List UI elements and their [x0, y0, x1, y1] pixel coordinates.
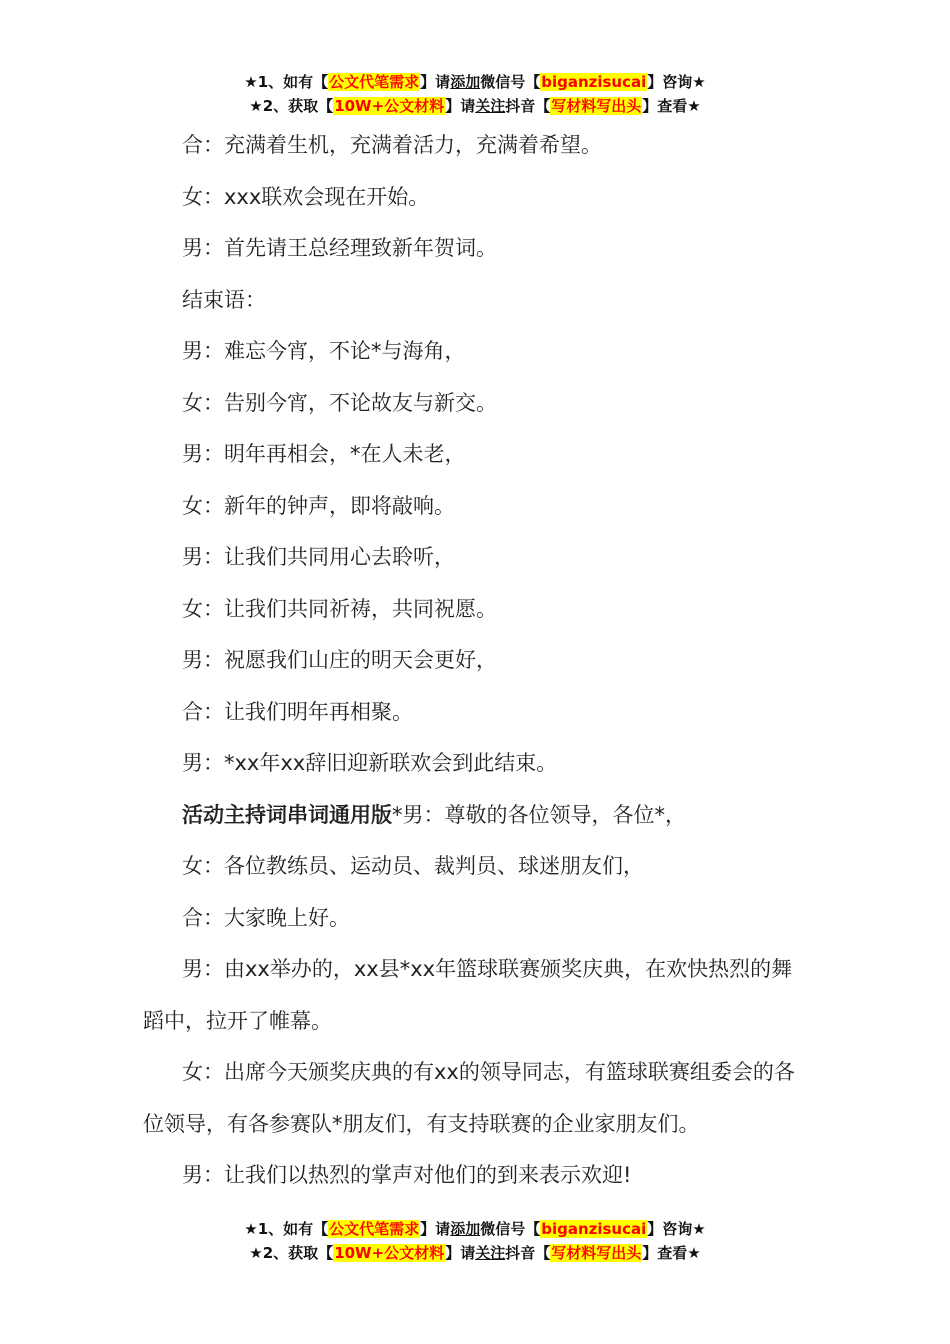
- banner-text: ★1、如有【: [244, 73, 329, 91]
- paragraph: 女：让我们共同祈祷，共同祝愿。: [182, 596, 497, 621]
- banner-text: ★2、获取【: [249, 97, 334, 115]
- paragraph: 男：让我们以热烈的掌声对他们的到来表示欢迎!: [182, 1163, 632, 1187]
- banner-text: 】请: [420, 1220, 451, 1238]
- highlight-materials: 10W+公文材料: [334, 1244, 445, 1262]
- section-text: *男：尊敬的各位领导，各位*，: [392, 802, 686, 827]
- banner-text: 】咨询★: [647, 1220, 706, 1238]
- highlight-wechat-id: biganzisucai: [541, 1220, 647, 1238]
- banner-line-1: [0, 1217, 950, 1241]
- banner-text: 】请: [445, 1244, 476, 1262]
- paragraph: 女：新年的钟声，即将敲响。: [182, 493, 455, 518]
- paragraph: 合：大家晚上好。: [182, 905, 350, 930]
- section-title: 活动主持词串词通用版: [182, 802, 392, 827]
- paragraph: 合：充满着生机，充满着活力，充满着希望。: [182, 133, 602, 157]
- banner-text: 抖音【: [505, 97, 551, 115]
- banner-text: 】查看★: [642, 97, 701, 115]
- highlight-materials: 10W+公文材料: [334, 97, 445, 115]
- paragraph: 男：首先请王总经理致新年贺词。: [182, 236, 497, 260]
- section-paragraph: [143, 790, 803, 842]
- highlight-douyin: 写材料写出头: [551, 1244, 642, 1262]
- highlight-service: 公文代笔需求: [329, 73, 420, 91]
- highlight-service: 公文代笔需求: [329, 1220, 420, 1238]
- paragraph: 男：*xx年xx辞旧迎新联欢会到此结束。: [182, 751, 558, 775]
- paragraph: 合：让我们明年再相聚。: [182, 699, 413, 724]
- banner-line-2: [0, 1241, 950, 1265]
- paragraph: 男：明年再相会，*在人未老，: [182, 442, 466, 466]
- underline-follow: 关注: [475, 97, 506, 115]
- banner-text: 抖音【: [505, 1244, 551, 1262]
- footer-banner: [0, 1217, 950, 1265]
- paragraph: 女：各位教练员、运动员、裁判员、球迷朋友们，: [182, 854, 644, 878]
- paragraph: 女：xxx联欢会现在开始。: [182, 184, 430, 209]
- paragraph: 女：出席今天颁奖庆典的有xx的领导同志，有篮球联赛组委会的各位领导，有各参赛队*朋友们，有支持联赛的企业家朋友们。: [143, 1060, 795, 1136]
- underline-add: 添加: [450, 73, 481, 91]
- header-banner: [0, 70, 950, 118]
- banner-text: 微信号【: [480, 73, 541, 91]
- paragraph: 结束语：: [182, 287, 266, 312]
- banner-text: 】请: [445, 97, 476, 115]
- document-body: [143, 120, 803, 1202]
- underline-follow: 关注: [475, 1244, 506, 1262]
- highlight-douyin: 写材料写出头: [551, 97, 642, 115]
- highlight-wechat-id: biganzisucai: [541, 73, 647, 91]
- banner-line-1: [0, 70, 950, 94]
- banner-text: ★1、如有【: [244, 1220, 329, 1238]
- underline-add: 添加: [450, 1220, 481, 1238]
- banner-line-2: [0, 94, 950, 118]
- banner-text: 】查看★: [642, 1244, 701, 1262]
- banner-text: 】请: [420, 73, 451, 91]
- paragraph: 男：祝愿我们山庄的明天会更好，: [182, 648, 497, 672]
- banner-text: ★2、获取【: [249, 1244, 334, 1262]
- paragraph: 男：让我们共同用心去聆听，: [182, 545, 455, 569]
- paragraph: 女：告别今宵，不论故友与新交。: [182, 390, 497, 415]
- paragraph: 男：由xx举办的，xx县*xx年篮球联赛颁奖庆典，在欢快热烈的舞蹈中，拉开了帷幕。: [143, 957, 793, 1033]
- banner-text: 微信号【: [480, 1220, 541, 1238]
- banner-text: 】咨询★: [647, 73, 706, 91]
- paragraph: 男：难忘今宵，不论*与海角，: [182, 339, 466, 363]
